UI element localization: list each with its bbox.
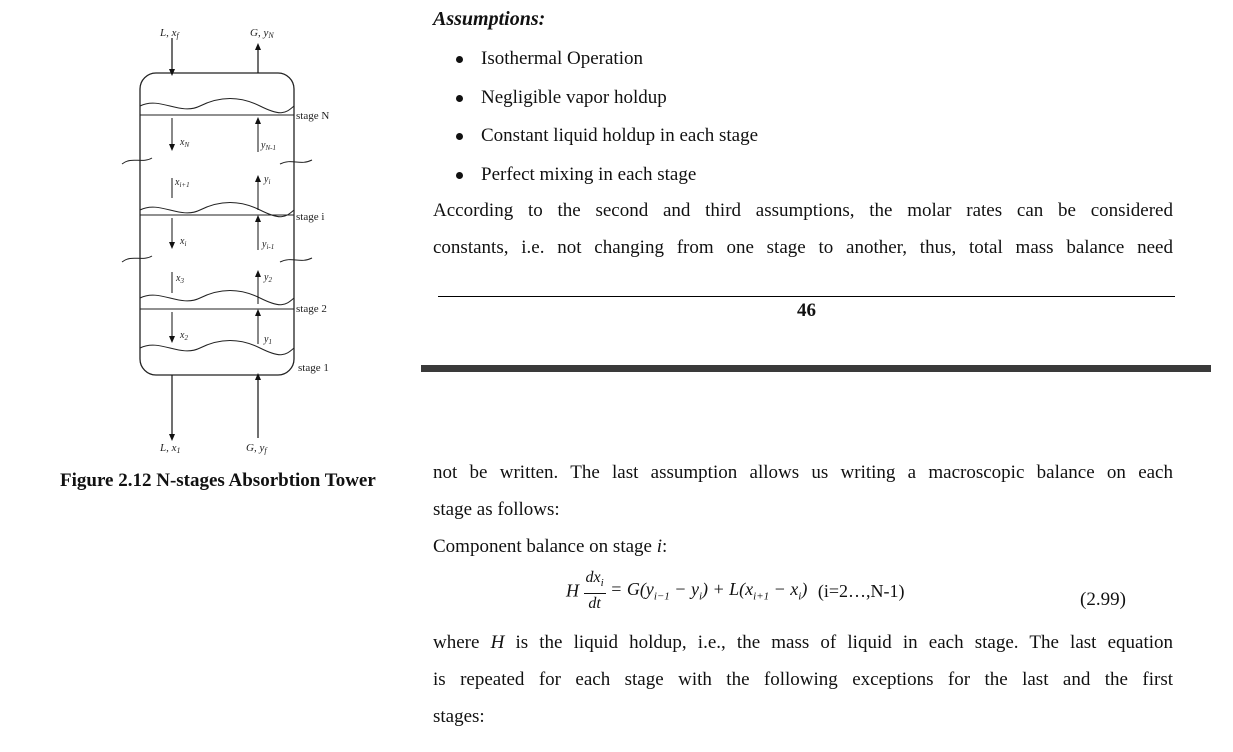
column-shell — [140, 73, 294, 375]
stream-label-y-2: $y_2$ — [264, 272, 272, 284]
absorption-tower-diagram — [100, 18, 400, 463]
page-number: 46 — [797, 300, 816, 321]
stream-label-x-i: $x_i$ — [180, 236, 187, 248]
break-mark-upper-right — [280, 160, 312, 164]
paragraph-line: where H is the liquid holdup, i.e., the mass of liquid in each stage. The last equation — [433, 632, 1173, 653]
paragraph-line: stages: — [433, 706, 485, 727]
list-item: Isothermal Operation — [433, 40, 758, 79]
figure-caption: Figure 2.12 N-stages Absorbtion Tower — [60, 470, 376, 491]
stream-label-y-i-1: $y_{i-1}$ — [262, 239, 275, 251]
list-item: Negligible vapor holdup — [433, 79, 758, 118]
liquid-surface-stage-2 — [140, 291, 294, 305]
stream-label-y-n-1: $y_{N-1}$ — [261, 140, 276, 152]
stage-label-2: stage 2 — [296, 303, 327, 315]
paragraph-line: stage as follows: — [433, 499, 560, 520]
assumptions-heading: Assumptions: — [433, 8, 546, 30]
stream-label-x-3: $x_3$ — [176, 273, 184, 285]
component-balance-line: Component balance on stage i: — [433, 536, 668, 557]
liquid-surface-stage-n — [140, 99, 294, 113]
break-mark-upper-left — [122, 158, 152, 164]
derivative-fraction: $\frac{dx_i}{dt}$ — [585, 569, 604, 613]
break-mark-lower-right — [280, 258, 312, 262]
paragraph-line: not be written. The last assumption allows us writing a macroscopic balance on each — [433, 462, 1173, 483]
page-break-bar — [421, 365, 1211, 372]
stream-label-y-i: $y_i$ — [264, 174, 271, 186]
stream-label-x-2: $x_2$ — [180, 330, 188, 342]
liquid-out-label: L, x1 — [160, 442, 181, 455]
paragraph-line: is repeated for each stage with the following exceptions for the last and the first — [433, 669, 1173, 690]
liquid-feed-label: L, xf — [160, 27, 179, 40]
paragraph-line: constants, i.e. not changing from one stage to another, thus, total mass balance need — [433, 237, 1173, 258]
equation-number: (2.99) — [1080, 589, 1126, 610]
assumptions-list — [433, 40, 758, 194]
gas-feed-label: G, yf — [246, 442, 267, 455]
stream-label-y-1: $y_1$ — [264, 334, 272, 346]
footer-divider — [438, 296, 1175, 297]
stage-label-n: stage N — [296, 110, 330, 122]
list-item: Perfect mixing in each stage — [433, 156, 758, 195]
stream-label-x-i-plus-1: $x_{i+1}$ — [175, 177, 190, 189]
gas-out-label: G, yN — [250, 27, 274, 40]
equation-2-99: H $\frac{dx_i}{dt}$ = $G(y_{i-1} - y_i) + L(x_{i+1} - x_i)$ (i=2…,N-1) — [566, 569, 905, 613]
list-item: Constant liquid holdup in each stage — [433, 117, 758, 156]
stream-label-x-n: $x_N$ — [180, 137, 190, 149]
break-mark-lower-left — [122, 256, 152, 262]
stage-label-i: stage i — [296, 211, 325, 223]
stage-label-1: stage 1 — [298, 362, 329, 374]
paragraph-line: According to the second and third assumptions, the molar rates can be considered — [433, 200, 1173, 221]
